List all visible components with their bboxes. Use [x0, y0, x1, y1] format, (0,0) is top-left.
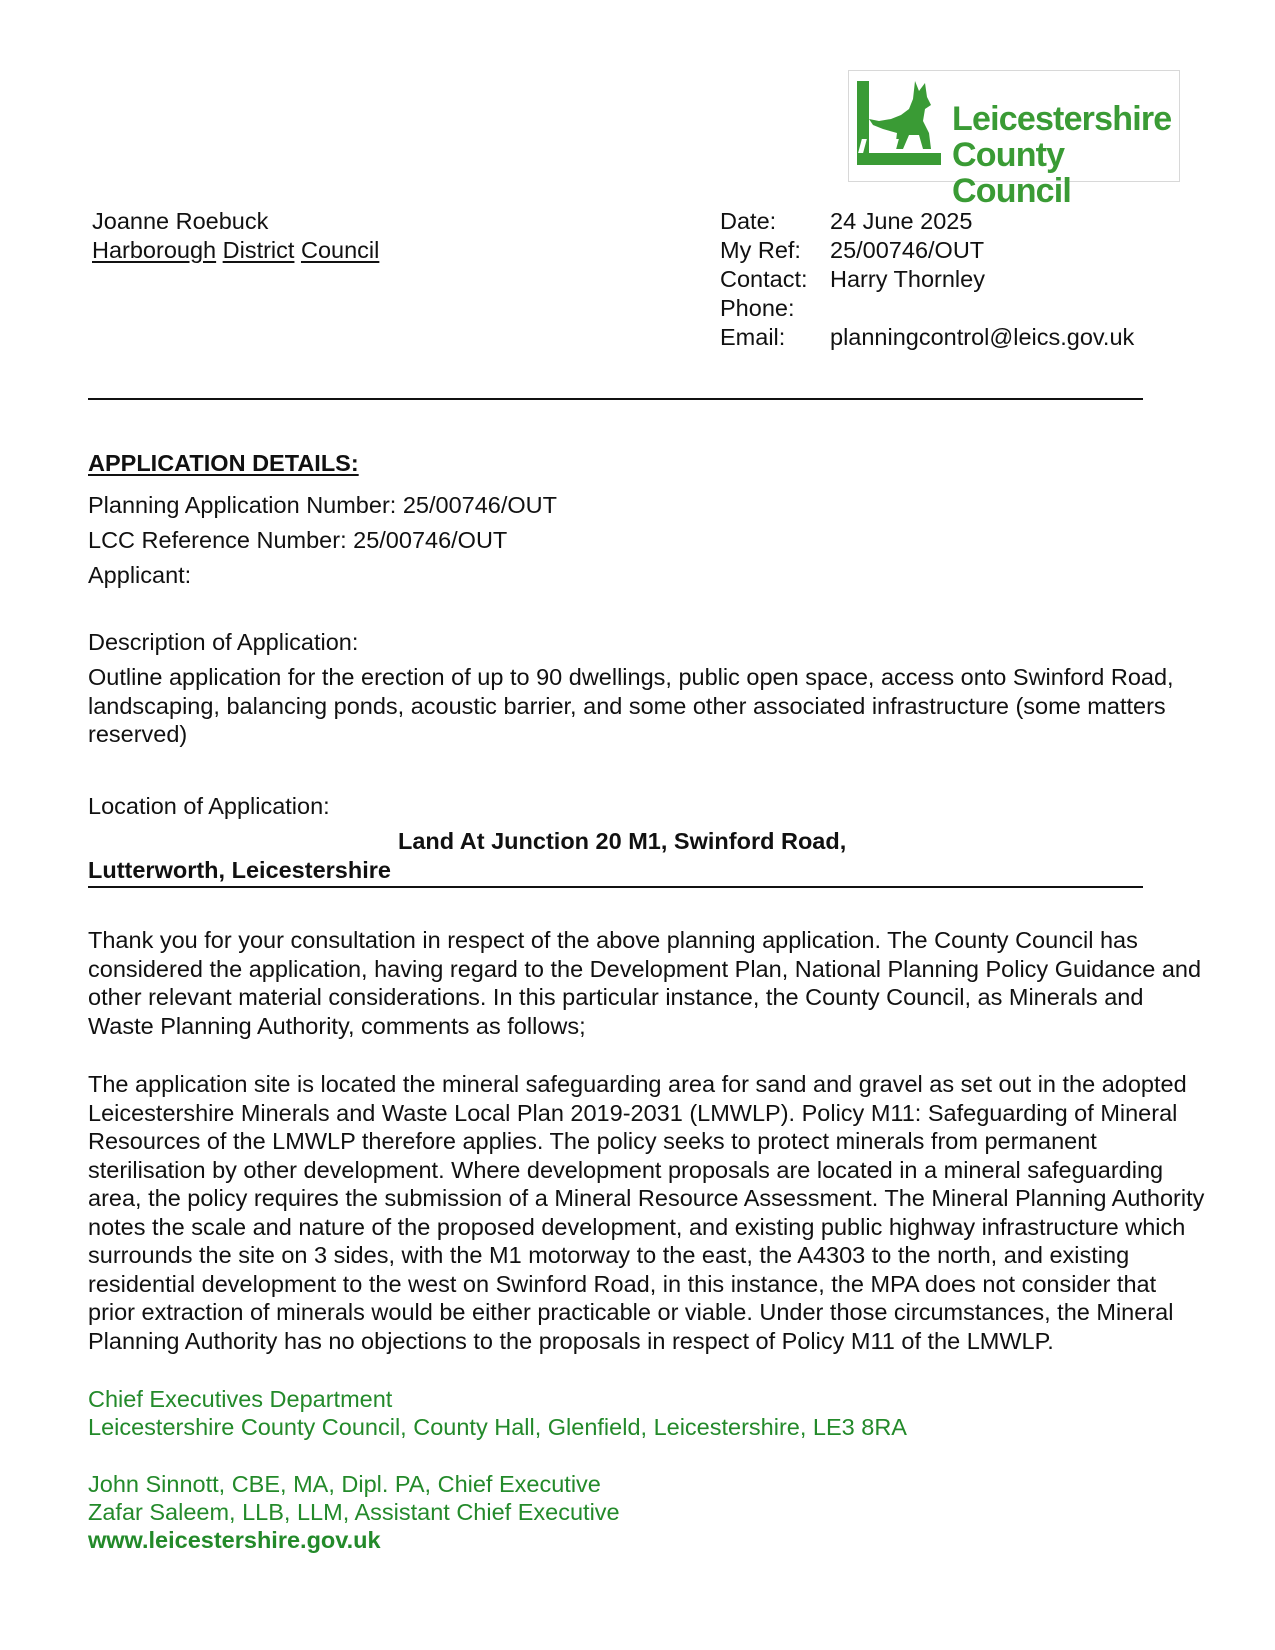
email-value[interactable]: planningcontrol@leics.gov.uk [830, 324, 1135, 350]
letter-meta [720, 207, 1134, 352]
location-line-1: Land At Junction 20 M1, Swinford Road, [398, 828, 847, 854]
ref-label: My Ref: [720, 237, 801, 263]
lcc-reference-number: LCC Reference Number: 25/00746/OUT [88, 527, 508, 553]
meta-row-ref [720, 236, 1134, 265]
footer-assistant-chief: Zafar Saleem, LLB, LLM, Assistant Chief Executive [88, 1499, 620, 1525]
recipient-block [92, 207, 379, 264]
location-line-2: Lutterworth, Leicestershire [88, 857, 391, 883]
contact-label: Contact: [720, 266, 808, 292]
ref-value: 25/00746/OUT [830, 237, 985, 263]
application-details-heading: APPLICATION DETAILS: [88, 450, 359, 476]
recipient-organisation [92, 236, 379, 265]
planning-application-number: Planning Application Number: 25/00746/OUT [88, 492, 557, 518]
date-label: Date: [720, 208, 777, 234]
footer-address: Leicestershire County Council, County Hall, Glenfield, Leicestershire, LE3 8RA [88, 1414, 907, 1440]
description-text: Outline application for the erection of up to 90 dwellings, public open space, access onto Swinford Road, landscaping, balancing ponds, acoustic barrier, and some other associated infrastructure (some matters reserved) [88, 664, 1174, 747]
footer-department: Chief Executives Department [88, 1386, 393, 1412]
divider-bottom [88, 886, 1143, 888]
recipient-name: Joanne Roebuck [92, 208, 269, 234]
fox-logo-icon [853, 75, 945, 175]
description-label: Description of Application: [88, 629, 359, 655]
org-word: Harborough [92, 236, 217, 263]
logo-line-1: Leicestershire [952, 100, 1172, 138]
org-word: District [222, 236, 295, 263]
email-label: Email: [720, 324, 786, 350]
paragraph-safeguarding: The application site is located the mineral safeguarding area for sand and gravel as set out in the adopted Leicestershire Minerals and Waste Local Plan 2019-2031 (LMWLP). Policy M11: Safeguarding of Mineral Resources of the LMWLP therefore applies. The policy seeks to protect minerals from permanent sterilisation by other development. Where development proposals are located in a mineral safeguarding area, the policy requires the submission of a Mineral Resource Assessment. The Mineral Planning Authority notes the scale and nature of the proposed development, and existing public highway infrastructure which surrounds the site on 3 sides, with the M1 motorway to the east, the A4303 to the north, and existing residential development to the west on Swinford Road, in this instance, the MPA does not consider that prior extraction of minerals would be either practicable or viable. Under those circumstances, the Mineral Planning Authority has no objections to the proposals in respect of Policy M11 of the LMWLP. [88, 1071, 1205, 1354]
footer-chief-executive: John Sinnott, CBE, MA, Dipl. PA, Chief Executive [88, 1471, 601, 1497]
council-logo [848, 70, 1180, 210]
contact-value: Harry Thornley [830, 266, 985, 292]
paragraph-consultation: Thank you for your consultation in respect of the above planning application. The County Council has considered the application, having regard to the Development Plan, National Planning Policy Guidance and other relevant material considerations. In this particular instance, the County Council, as Minerals and Waste Planning Authority, comments as follows; [88, 927, 1202, 1039]
date-value: 24 June 2025 [830, 208, 973, 234]
logo-line-2: County Council [952, 136, 1072, 210]
phone-value [830, 294, 1134, 323]
applicant-label: Applicant: [88, 562, 192, 588]
org-word: Council [300, 236, 380, 263]
location-label: Location of Application: [88, 793, 330, 819]
phone-label: Phone: [720, 295, 795, 321]
logo-wordmark [952, 101, 1172, 209]
meta-row-email [720, 323, 1134, 352]
meta-row-contact [720, 265, 1134, 294]
divider-top [88, 398, 1143, 400]
meta-row-phone [720, 294, 1134, 323]
footer-website-link[interactable]: www.leicestershire.gov.uk [88, 1527, 381, 1553]
meta-row-date [720, 207, 1134, 236]
